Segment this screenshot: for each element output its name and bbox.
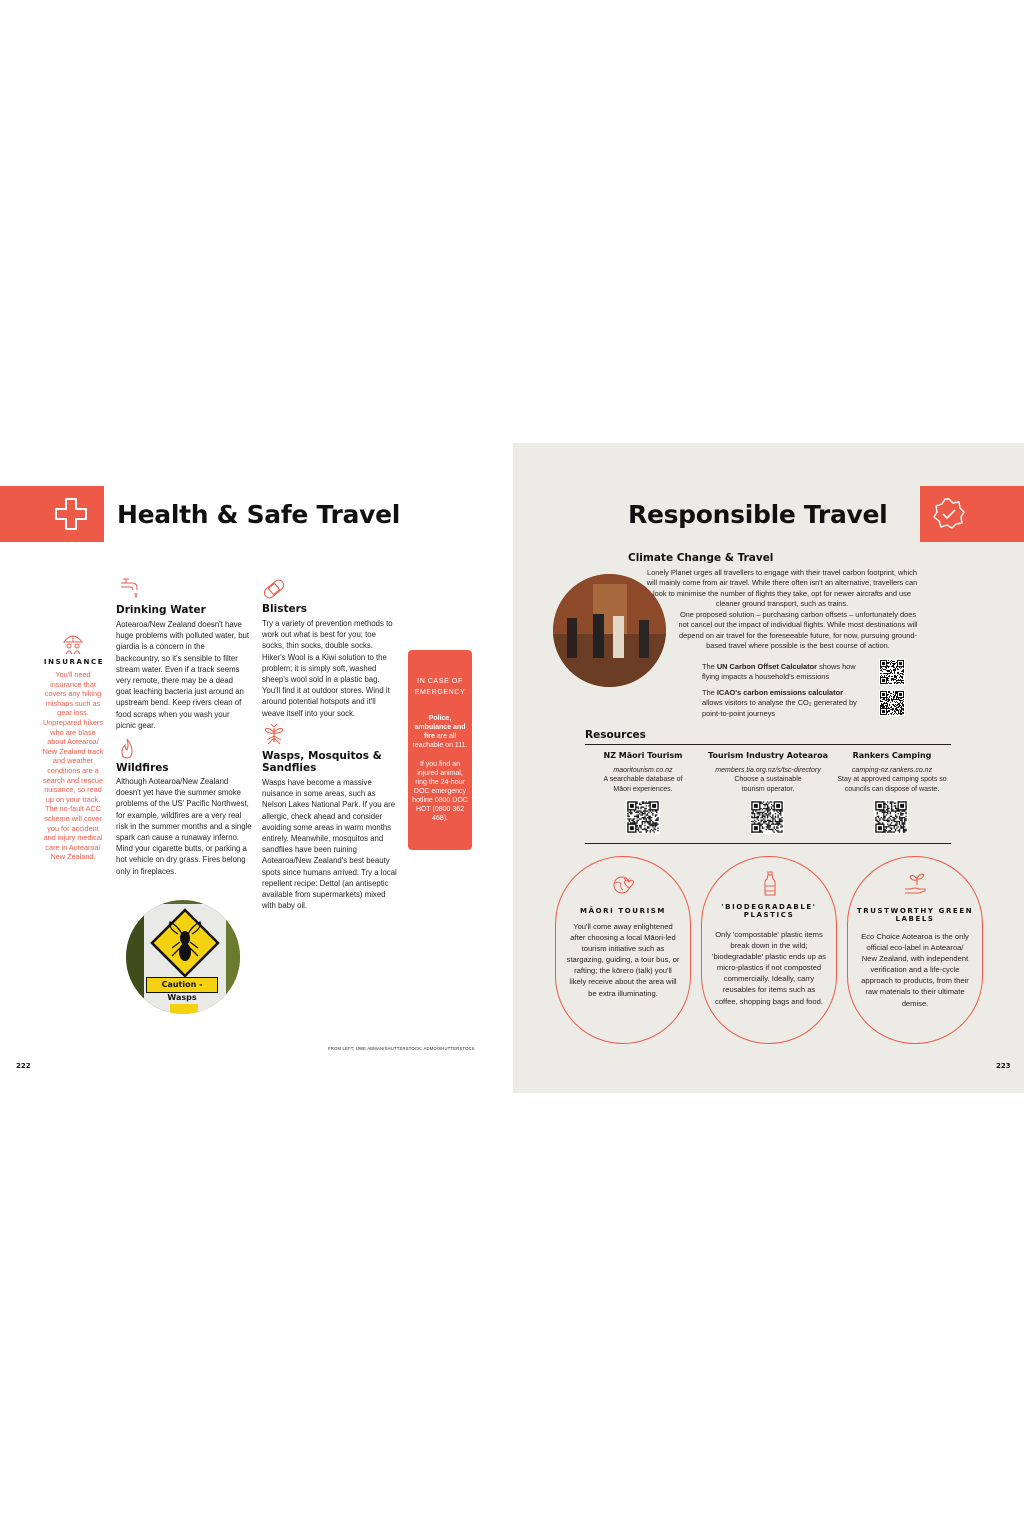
wildfires-heading: Wildfires bbox=[116, 762, 169, 774]
tap-icon bbox=[118, 577, 142, 599]
resources-divider-top bbox=[585, 744, 951, 745]
oval-biodegradable-plastics bbox=[701, 856, 837, 1044]
plaster-icon bbox=[262, 577, 286, 601]
resource-rankers-camping bbox=[832, 751, 952, 794]
plus-cross-icon bbox=[54, 497, 88, 531]
resource-desc: Stay at approved camping spots so councils can dispose of waste. bbox=[837, 776, 947, 793]
warning-diamond-icon bbox=[150, 908, 220, 978]
mosquito-icon bbox=[262, 724, 286, 746]
emergency-services bbox=[412, 714, 468, 750]
resource-desc: A searchable database of Māori experiences. bbox=[603, 776, 683, 793]
photo-credit: FROM LEFT: UWE ABMAN/SHUTTERSTOCK; ADMO/SHUTTERSTOCK bbox=[328, 1046, 475, 1051]
emergency-box bbox=[408, 650, 472, 850]
emergency-title: IN CASE OF EMERGENCY bbox=[414, 678, 466, 696]
wildfires-text: Although Aotearoa/New Zealand doesn't yet have the summer smoke problems of the US' Pacific Northwest, for example, wildfires are a very real risk in the summer months and a single spark can cause a runaway inferno. Mind your cigarette butts, or parking a hot vehicle on dry grass. Fires belong only in fireplaces. bbox=[116, 777, 252, 876]
insurance-text: You'll need insurance that covers any hiking mishaps such as gear loss. Unprepared hikers who are blase about Aotearoa/ New Zealand track and weather conditions are a search and rescue nuisance, so read up on your track. The no-fault ACC scheme will cover you for accident and injury medical care in Aotearoa/ New Zealand. bbox=[42, 670, 104, 862]
icao-calculator-qr-code[interactable] bbox=[879, 690, 905, 716]
un-calculator-qr-code[interactable] bbox=[879, 659, 905, 685]
umbrella-people-icon bbox=[62, 632, 84, 656]
resource-nz-maori-tourism bbox=[583, 751, 703, 794]
tia-directory-qr-code[interactable] bbox=[750, 800, 784, 834]
responsible-title-band bbox=[920, 486, 1024, 542]
icao-calculator-link[interactable]: ICAO's carbon emissions calculator bbox=[716, 688, 844, 697]
oval-maori-tourism bbox=[555, 856, 691, 1044]
climate-para1: Lonely Planet urges all travellers to engage with their travel carbon footprint, which will mainly come from air travel. While there often isn't an alternative, travellers can look to minimise the number of flights they take, opt for newer aircrafts and use cleaner ground transport, such as trains. bbox=[646, 568, 918, 609]
bottle-icon bbox=[758, 871, 782, 897]
page-number-right: 223 bbox=[996, 1062, 1011, 1070]
rankers-camping-qr-code[interactable] bbox=[874, 800, 908, 834]
blisters-text: Try a variety of prevention methods to work out what is best for you; toe socks, thin socks, double socks. Hiker's Wool is a Kiwi solution to the problem; it is simply soft, washed sheep's wool sold in a plastic bag. You'll find it at outdoor stores. Wind it around potential hotspots and it'll weave itself into your sock. bbox=[262, 619, 393, 718]
un-calculator-text bbox=[702, 662, 860, 683]
health-title-band bbox=[0, 486, 104, 542]
resource-url[interactable]: members.tia.org.nz/s/tsc-directory bbox=[715, 767, 821, 774]
drinking-water-heading: Drinking Water bbox=[116, 604, 206, 616]
resource-name: Rankers Camping bbox=[852, 751, 932, 760]
drinking-water-text: Aotearoa/New Zealand doesn't have huge problems with polluted water, but giardia is a concern in the backcountry, so it's sensible to filter stream water. Even if a track seems very remote, there may be a dead goat leaching bacteria just around an upstream bend. Keep rivers clean of food scraps when you wash your picnic gear. bbox=[116, 620, 250, 730]
emergency-animal-text: If you find an injured animal, ring the 24-hour DOC emergency hotline 0800 DOC HOT (0800 362 468). bbox=[412, 761, 468, 822]
resource-name: Tourism Industry Aotearoa bbox=[708, 751, 828, 760]
resource-name: NZ Māori Tourism bbox=[603, 751, 683, 760]
oval-text: You'll come away enlightened after choosing a local Māori-led tourism initiative such as stargazing, guiding, a tour bus, or rafting; the kōrero (talk) you'll likely receive about the area will be extra illuminating. bbox=[566, 922, 680, 998]
climate-para2: One proposed solution – purchasing carbon offsets – unfortunately does not cancel out the impact of individual flights. While most destinations will depend on air travel for the foreseeable future, for now, pursuing ground-based travel where possible is the best course of action. bbox=[678, 610, 918, 651]
un-the: The bbox=[702, 662, 715, 671]
hand-plant-icon bbox=[903, 871, 929, 895]
resource-tourism-industry-aotearoa bbox=[708, 751, 828, 794]
icao-calculator-rest: allows visitors to analyse the CO₂ generated by point-to-point journeys bbox=[702, 698, 857, 718]
oval-title: MĀORI TOURISM bbox=[580, 907, 666, 915]
wasps-heading: Wasps, Mosquitos & Sandflies bbox=[262, 750, 382, 774]
un-calculator-rest: shows how flying impacts a household's emissions bbox=[702, 662, 856, 682]
insurance-heading: INSURANCE bbox=[43, 658, 105, 666]
resources-divider-bottom bbox=[585, 843, 951, 844]
emergency-services-rest: are all reachable on 111. bbox=[412, 733, 468, 749]
oval-text: Eco Choice Aotearoa is the only official eco-label in Aotearoa/ New Zealand, with independent verification and a life-cycle approach to products, from their raw materials to their ultimate demise. bbox=[861, 932, 969, 1008]
icao-calculator-text bbox=[702, 688, 864, 719]
wasp-sign-photo bbox=[126, 900, 240, 1014]
page-title-health: Health & Safe Travel bbox=[117, 500, 401, 529]
maori-tourism-qr-code[interactable] bbox=[626, 800, 660, 834]
page-title-responsible: Responsible Travel bbox=[628, 500, 888, 529]
resources-heading: Resources bbox=[585, 729, 646, 741]
resource-url[interactable]: camping-nz.rankers.co.nz bbox=[851, 767, 933, 774]
globe-heart-icon bbox=[612, 873, 636, 897]
un-calculator-link[interactable]: UN Carbon Offset Calculator bbox=[716, 662, 818, 671]
oval-green-labels bbox=[847, 856, 983, 1044]
oval-title: TRUSTWORTHY GREEN LABELS bbox=[856, 907, 974, 923]
oval-title: 'BIODEGRADABLE' PLASTICS bbox=[721, 903, 817, 919]
flame-icon bbox=[117, 738, 137, 760]
page-number-left: 222 bbox=[16, 1062, 31, 1070]
icao-the: The bbox=[702, 688, 715, 697]
resource-desc: Choose a sustainable tourism operator. bbox=[734, 776, 802, 793]
wasp-sign-label: Caution - Wasps bbox=[146, 977, 218, 993]
emergency-services-bold: Police, ambulance and fire bbox=[414, 715, 466, 740]
resource-url[interactable]: maoritourism.co.nz bbox=[613, 767, 673, 774]
badge-check-icon bbox=[932, 497, 966, 531]
climate-heading: Climate Change & Travel bbox=[628, 552, 774, 564]
wasps-text: Wasps have become a massive nuisance in some areas, such as Nelson Lakes National Park. If you are allergic, check ahead and consider avoiding some areas in warm months entirely. Meanwhile, mosquitos and sandflies have been ruining Aotearoa/New Zealand's best beauty spots since humans arrived. Try a local repellent recipe: Dettol (an antiseptic available from supermarkets) mixed with baby oil. bbox=[262, 778, 397, 911]
oval-text: Only 'compostable' plastic items break down in the wild; 'biodegradable' plastic ends up as micro-plastics if not composted commercially. Ideally, carry reusables for items such as coffee, shopping bags and food. bbox=[712, 930, 826, 1006]
blisters-heading: Blisters bbox=[262, 603, 308, 615]
